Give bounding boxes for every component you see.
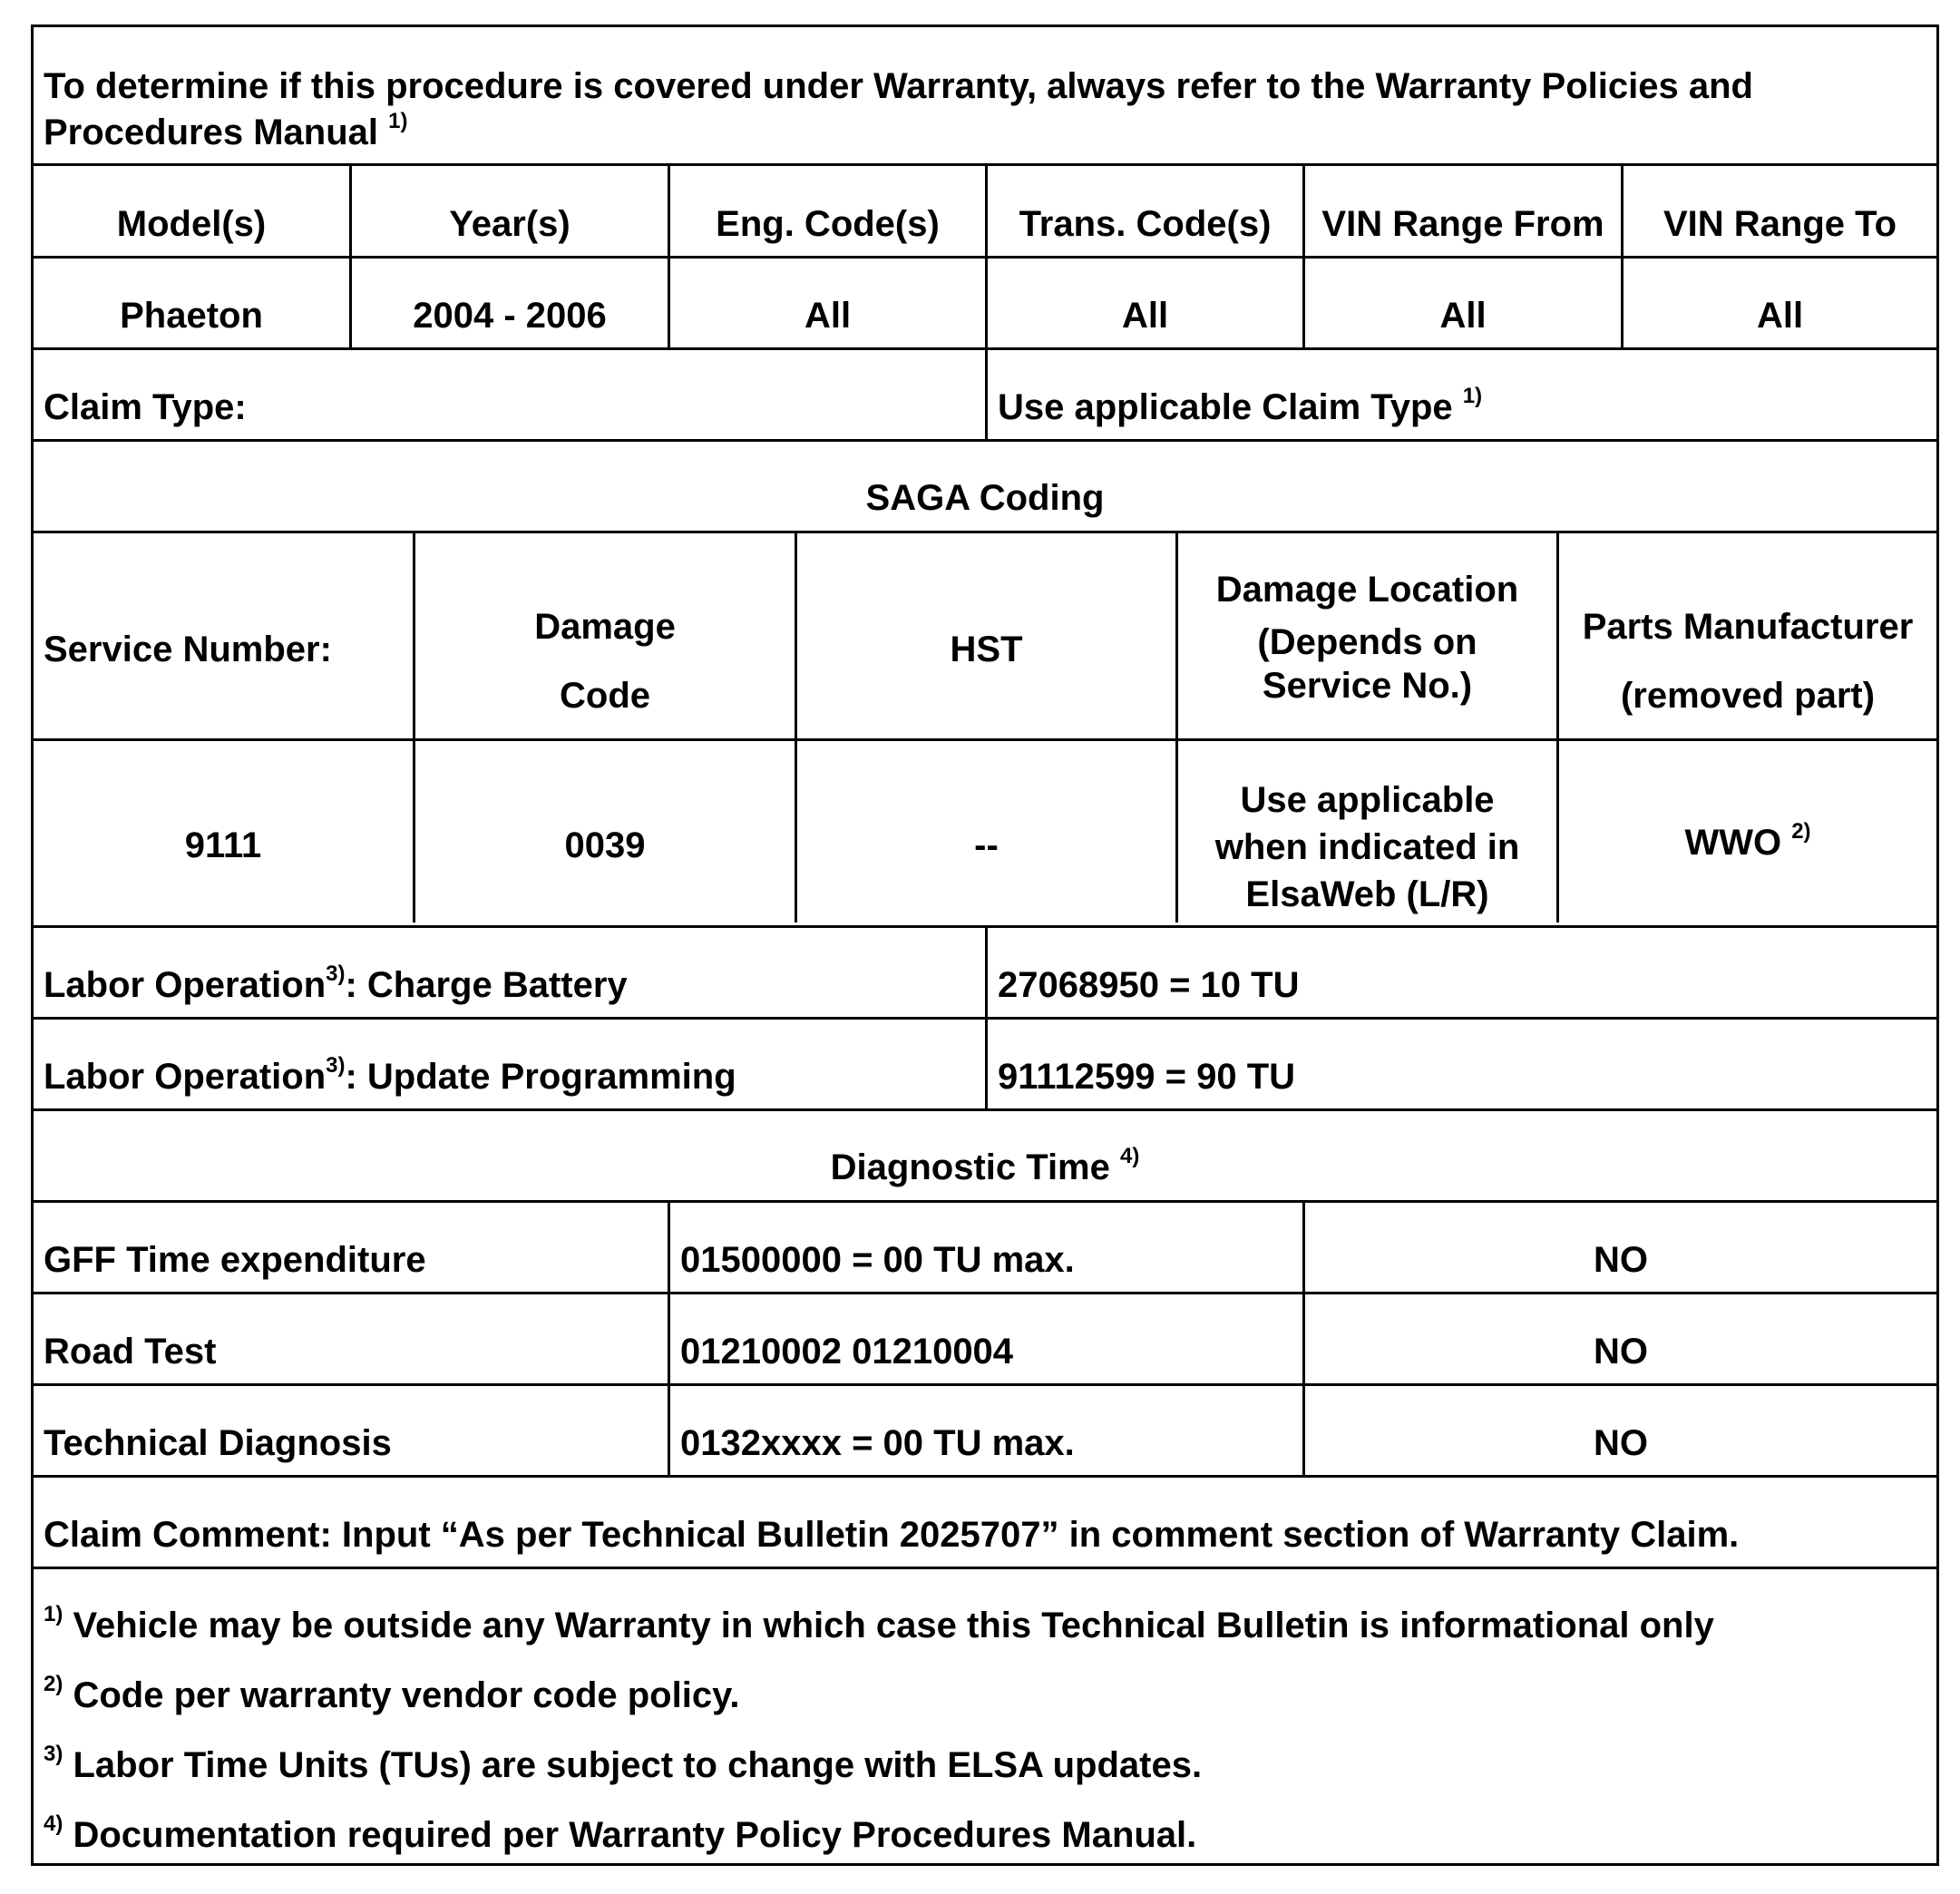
claim-type-label: Claim Type:	[44, 387, 247, 427]
column-divider	[985, 925, 988, 1110]
diagnostic-code-technical: 0132xxxx = 00 TU max.	[680, 1423, 1075, 1463]
row-divider	[31, 738, 1939, 741]
diagnostic-label-gff: GFF Time expenditure	[44, 1240, 426, 1280]
footnote-ref: 1)	[388, 108, 408, 133]
diagnostic-value-gff: NO	[1594, 1240, 1648, 1280]
footnote-ref: 4)	[1120, 1143, 1140, 1168]
vin-to-value: All	[1756, 296, 1804, 336]
saga-coding-title: SAGA Coding	[865, 478, 1105, 518]
labor-operation-charge-battery: Labor Operation$^{3)}$: Charge Battery	[44, 961, 628, 1005]
claim-comment: Claim Comment: Input “As per Technical Bulletin 2025707” in comment section of Warranty Claim.	[44, 1515, 1740, 1555]
diagnostic-code-road-test: 01210002 01210004	[680, 1332, 1014, 1372]
column-header-year: Year(s)	[449, 204, 570, 244]
footnote-1: $^{1)}$ Vehicle may be outside any Warranty in which case this Technical Bulletin is informational only	[44, 1601, 1714, 1645]
claim-type-value: Use applicable Claim Type $^{1)}$	[998, 383, 1483, 427]
damage-location-header: Damage Location (Depends on Service No.)	[1215, 570, 1519, 706]
column-divider	[668, 1200, 670, 1476]
diagnostic-code-gff: 01500000 = 00 TU max.	[680, 1240, 1075, 1280]
footnote-ref: 2)	[1791, 818, 1811, 844]
damage-location-value: Use applicable when indicated in ElsaWeb (L/R)	[1214, 780, 1520, 914]
row-divider	[31, 1567, 1939, 1569]
footnote-2: $^{2)}$ Code per warranty vendor code policy.	[44, 1671, 740, 1715]
hst-value: --	[974, 825, 999, 865]
service-number-value: 9111	[184, 825, 262, 865]
eng-code-value: All	[804, 296, 852, 336]
footnote-4: $^{4)}$ Documentation required per Warranty Policy Procedures Manual.	[44, 1811, 1197, 1855]
damage-code-value: 0039	[564, 825, 646, 865]
labor-operation-update-programming: Labor Operation$^{3)}$: Update Programming	[44, 1052, 736, 1097]
diagnostic-time-title: Diagnostic Time $^{4)}$	[830, 1143, 1140, 1187]
footnote-ref: 1)	[1462, 383, 1483, 408]
parts-manufacturer-value: WWO $^{2)}$	[1684, 818, 1811, 863]
row-divider	[31, 531, 1939, 533]
row-divider	[31, 1383, 1939, 1386]
labor-code-charge-battery: 27068950 = 10 TU	[998, 965, 1300, 1005]
parts-manufacturer-header: Parts Manufacturer (removed part)	[1582, 607, 1914, 716]
column-header-vin-to: VIN Range To	[1663, 204, 1897, 244]
model-value: Phaeton	[120, 296, 263, 336]
diagnostic-value-road-test: NO	[1594, 1332, 1648, 1372]
service-number-header: Service Number:	[44, 630, 332, 669]
diagnostic-label-road-test: Road Test	[44, 1332, 217, 1372]
column-header-model: Model(s)	[116, 204, 267, 244]
year-value: 2004 - 2006	[413, 296, 607, 336]
footnote-ref: 3)	[326, 1052, 346, 1078]
labor-code-update-programming: 91112599 = 90 TU	[998, 1057, 1296, 1097]
damage-code-header: Damage Code	[534, 607, 676, 716]
diagnostic-value-technical: NO	[1594, 1423, 1648, 1463]
column-header-vin-from: VIN Range From	[1321, 204, 1604, 244]
column-header-eng-code: Eng. Code(s)	[716, 204, 940, 244]
row-divider	[31, 1200, 1939, 1203]
diagnostic-label-technical: Technical Diagnosis	[44, 1423, 392, 1463]
row-divider	[31, 1292, 1939, 1294]
column-header-trans-code: Trans. Code(s)	[1019, 204, 1272, 244]
vin-from-value: All	[1439, 296, 1487, 336]
trans-code-value: All	[1121, 296, 1169, 336]
footnote-3: $^{3)}$ Labor Time Units (TUs) are subject to change with ELSA updates.	[44, 1741, 1203, 1785]
hst-header: HST	[950, 630, 1023, 669]
footnote-ref: 3)	[326, 961, 346, 986]
warranty-notice: To determine if this procedure is covered under Warranty, always refer to the Warranty Policies and Procedures Manual $^{1)}$	[44, 66, 1753, 152]
row-divider	[31, 1475, 1939, 1478]
